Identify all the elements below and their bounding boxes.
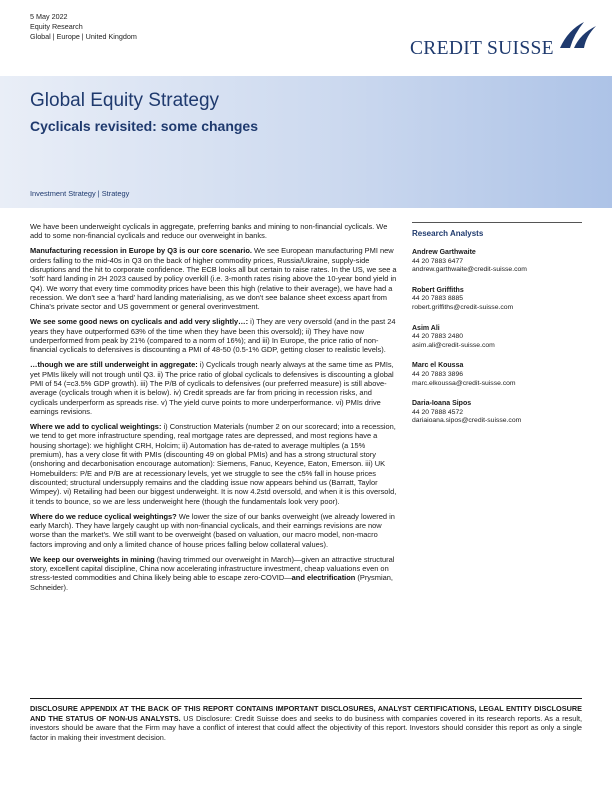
report-title: Global Equity Strategy [30,90,220,111]
analyst-email[interactable]: asim.ali@credit-suisse.com [412,341,495,349]
analyst-name: Asim Ali [412,324,440,332]
report-subtitle: Cyclicals revisited: some changes [30,118,258,134]
paragraph-text: i) They are very oversold (and in the past 24 years they have outperformed 63% of the time when they have been this oversold); ii) They have now underperformed from peak by 21% (compared to a norm of 16%); and iii) In Europe, the price ratio of non-financial cyclicals to defensives is discounting a PMI of 48-50 (0.5-1% GDP, getting closer to realistic levels). [30,317,396,355]
body-paragraph [30,512,400,549]
analyst-card [412,362,582,388]
analyst-phone: 44 20 7883 6477 [412,257,464,265]
paragraph-tail-bold: and electrification [291,573,356,583]
paragraph-lead: …though we are still underweight in aggregate: [30,360,198,370]
report-body [30,222,400,598]
body-paragraph [30,222,400,241]
body-paragraph [30,246,400,311]
paragraph-text: i) Construction Materials (number 2 on our scorecard; into a recession, we tend to get more infrastructure spending, real mortgage rates are depressed, and most regions have a housing shortage): we highlight CRH, Holcim; ii) Automation has de-rated to average multiples (a 15% premium), has a very close fit with PMIs (discounting 49 on global PMIs) and has a strong structural story (onshoring and decarbonisation encourage automation): Siemens, Fanuc, Keyence, Eaton, Emerson. iii) UK Homebuilders: P/E and P/B are at recessionary levels, yet we struggle to see the c5% fall in house prices discounted; structural undersupply remains and the cladding issue now appears behind us (Barratt, Taylor Wimpey). vi) Retailing had been our biggest underweight. It is now 4.2std oversold, and when it is this oversold, it tends to bounce, so we are less underweight here (though the fundamentals look very poor). [30,421,397,506]
paragraph-lead: Where do we reduce cyclical weightings? [30,511,177,521]
paragraph-lead: We keep our overweights in mining [30,554,155,564]
research-analysts [412,222,582,438]
paragraph-tail: (Prysmian, Schneider). [30,573,393,592]
analyst-name: Andrew Garthwaite [412,249,476,256]
analyst-name: Marc el Koussa [412,362,464,370]
analyst-phone: 44 20 7883 8885 [412,295,464,303]
analyst-phone: 44 20 7883 2480 [412,333,464,341]
analyst-card [412,249,582,275]
analyst-name: Robert Griffiths [412,286,464,294]
report-meta [30,12,137,43]
sails-icon [558,20,598,50]
paragraph-lead: We see some good news on cyclicals and add very slightly…: [30,317,249,327]
paragraph-lead: Where we add to cyclical weightings: [30,421,162,431]
analyst-email[interactable]: robert.griffiths@credit-suisse.com [412,303,514,311]
body-paragraph [30,555,400,592]
analyst-email[interactable]: marc.elkoussa@credit-suisse.com [412,379,516,387]
analyst-phone: 44 20 7883 3896 [412,370,464,378]
paragraph-text: We see European manufacturing PMI new orders falling to the mid-40s in Q3 on the back of higher commodity prices, Russia/Ukraine, supply-side disruptions and the hit to corporate confidence. The ECB looks all but certain to raise rates. In the US, we see a 'soft' hard landing in 2H 2023 caused by policy overkill (i.e. 3-month rates rising above the 10-year bond yield in Q4). We worry that every time commodity prices have been this high (relative to their average), we have had a recession. We don't see a 'hard' hard landing materialising, as we don't see balance sheet excess apart from China's private sector and US government or general overinvestment. [30,246,397,312]
credit-suisse-logo [410,20,590,68]
disclosure-caps: DISCLOSURE APPENDIX AT THE BACK OF THIS REPORT CONTAINS IMPORTANT DISCLOSURES, ANALYST CERTIFICATIONS, LEGAL ENTITY DISCLOSURE AND THE STATUS OF NON-US ANALYSTS. [30,704,582,723]
analyst-card [412,400,582,426]
analyst-phone: 44 20 7888 4572 [412,408,464,416]
disclosure-footer [30,698,582,742]
analyst-email[interactable]: andrew.garthwaite@credit-suisse.com [412,266,527,274]
body-paragraph [30,360,400,416]
analyst-card [412,287,582,313]
report-division: Equity Research [30,22,83,32]
body-paragraph [30,422,400,506]
report-category: Investment Strategy | Strategy [30,189,130,198]
report-region: Global | Europe | United Kingdom [30,32,137,42]
paragraph-text: (having trimmed our overweight in March)—given an attractive structural story, excellent capital discipline, China now accelerating infrastructure investment, cheap valuations even on stress-tested commodities and China likely being able to escape zero-COVID— [30,554,395,583]
paragraph-text: We lower the size of our banks overweight (we already lowered in early March). They have largely caught up with non-financial cyclicals, and their earnings revisions are now worse than the market's. We still want to be overweight (based on valuation, our macro model, non-macro factors improving and only a limited chance of house prices falling below collateral values). [30,511,395,549]
body-paragraph [30,317,400,354]
paragraph-lead: Manufacturing recession in Europe by Q3 is our core scenario. [30,246,252,256]
disclosure-text: US Disclosure: Credit Suisse does and seeks to do business with companies covered in its research reports. As a result, investors should be aware that the Firm may have a conflict of interest that could affect the objectivity of this report. Investors should consider this report as only a single factor in making their investment decision. [30,713,582,742]
report-date: 5 May 2022 [30,12,68,21]
analyst-card [412,325,582,351]
analysts-heading: Research Analysts [412,229,484,238]
analyst-name: Daria-Ioana Sipos [412,400,472,408]
logo-text: CREDIT SUISSE [410,38,554,59]
paragraph-text: i) Cyclicals trough nearly always at the same time as PMIs, yet PMIs likely will not trough until Q3. ii) The price ratio of global cyclicals to defensives is discounting a global PMI of 54 (=c3.5% GDP growth). iii) The P/B of cyclicals to defensives (our preferred measure) is still above-average (cyclicals trough when it is below). iv) Credit spreads are far from pricing in recession risks, and cyclicals underperform as spreads rise. v) The yield curve points to more underperformance. vi) PMIs drive earnings revisions. [30,360,394,416]
analyst-email[interactable]: dariaioana.sipos@credit-suisse.com [412,417,522,425]
paragraph-text: We have been underweight cyclicals in aggregate, preferring banks and mining to non-financial cyclicals. We add to some non-financial cyclicals and reduce our overweight in banks. [30,222,388,241]
